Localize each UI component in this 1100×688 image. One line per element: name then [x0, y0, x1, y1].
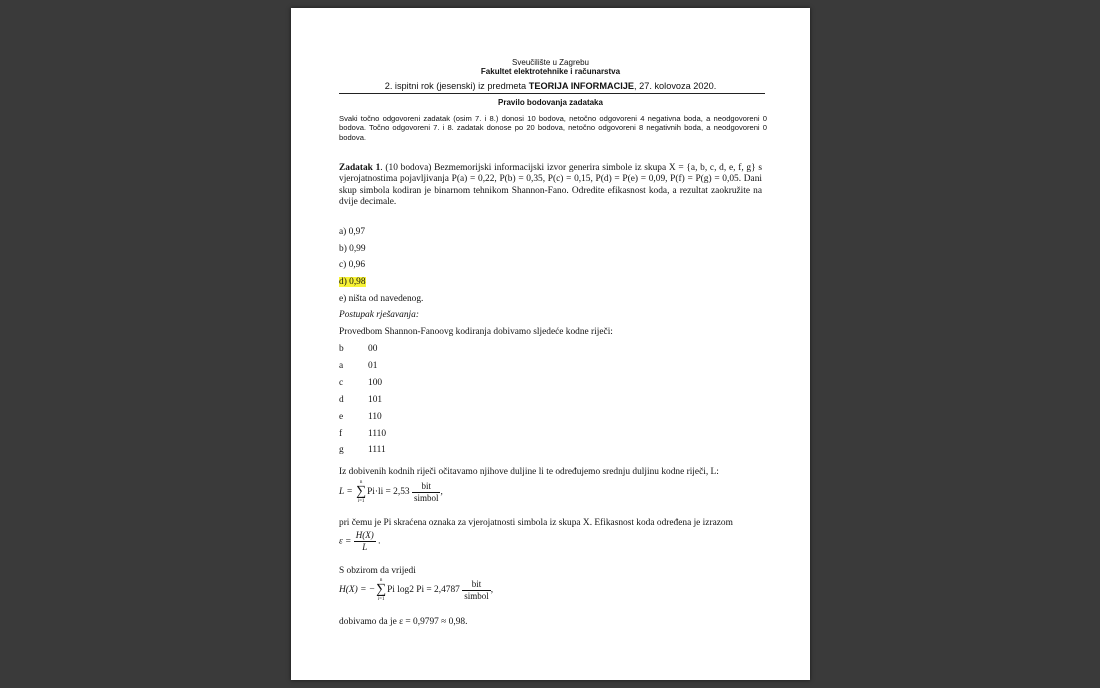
task-points: . (10 bodova) — [380, 163, 435, 173]
code-word: 00 — [368, 344, 378, 354]
sum-lower-limit: i=1 — [377, 597, 385, 602]
solution-intro: Provedbom Shannon-Fanoovg kodiranja dobivamo sljedeće kodne riječi: — [339, 327, 613, 337]
frac-num: H(X) — [355, 530, 374, 540]
code-symbol: g — [339, 445, 344, 455]
frac-num: bit — [462, 579, 491, 591]
frac-num: bit — [412, 481, 441, 493]
unit-fraction — [462, 578, 494, 602]
header-divider — [339, 93, 765, 94]
eq-l-lhs: L = — [339, 487, 356, 498]
sum-upper-limit: n — [359, 480, 363, 485]
exam-date: , 27. kolovoza 2020. — [634, 81, 717, 91]
university-name: Sveučilište u Zagrebu — [512, 58, 589, 67]
frac-den: L — [362, 542, 368, 552]
rules-text: Svaki točno odgovoreni zadatak (osim 7. i 8.) donosi 10 bodova, netočno odgovoreni 4 negativna boda, a neodgovoreni 0 bodova. Točno odgovoreni 7. i 8. zadatak donose po 20 bodova, netočno odgovoreni 8 negativnih boda, a neodgovoreni 0 bodova. — [339, 114, 767, 142]
code-word: 01 — [368, 361, 378, 371]
probability-text: pri čemu je Pi skraćena oznaka za vjerojatnosti simbola iz skupa X. Efikasnost koda određena je izrazom — [339, 518, 733, 528]
eq-eff-lhs: ε = — [339, 536, 354, 547]
exam-prefix: 2. ispitni rok (jesenski) iz predmeta — [384, 81, 529, 91]
option-e: e) ništa od navedenog. — [339, 294, 424, 304]
task-text: Bezmemorijski informacijski izvor generira simbole iz skupa X = {a, b, c, d, e, f, g} s vjerojatnostima pojavljivanja P(a) = 0,22, P(b) = 0,35, P(c) = 0,15, P(d) = P(e) = 0,09, P(f) = P(g) = 0,05. Dani skup simbola kodiran je binarnom tehnikom Shannon-Fano. Odredite efikasnost koda, a rezultat zaokružite na dvije decimale. — [339, 163, 762, 207]
equation-average-length — [339, 480, 443, 504]
eq-l-term: Pi·li = 2,53 — [367, 487, 410, 498]
equation-entropy — [339, 578, 493, 602]
eq-l-tail: , — [440, 487, 443, 498]
summation-icon: n ∑ i=1 — [376, 578, 387, 602]
since-text: S obzirom da vrijedi — [339, 566, 416, 576]
code-word: 100 — [368, 378, 383, 388]
eq-h-tail: , — [490, 585, 494, 596]
exam-title — [291, 81, 810, 91]
sum-lower-limit: i=1 — [357, 499, 365, 504]
course-name: TEORIJA INFORMACIJE — [528, 81, 635, 91]
summation-icon: n ∑ i=1 — [356, 480, 367, 504]
code-word: 101 — [368, 395, 383, 405]
code-word: 110 — [368, 412, 382, 422]
equation-efficiency — [339, 530, 380, 553]
correct-answer-highlight: d) 0,98 — [339, 277, 366, 287]
document-page — [291, 8, 810, 680]
option-a: a) 0,97 — [339, 227, 366, 237]
rules-title: Pravilo bodovanja zadataka — [498, 98, 603, 107]
option-d-correct — [339, 277, 366, 288]
code-symbol: b — [339, 344, 344, 354]
efficiency-fraction — [354, 530, 376, 553]
code-word: 1111 — [368, 445, 386, 455]
length-text: Iz dobivenih kodnih riječi očitavamo njihove duljine li te određujemo srednju duljinu kodne riječi, L: — [339, 467, 719, 477]
task-statement — [339, 163, 762, 208]
task-title: Zadatak 1 — [339, 163, 381, 173]
faculty-name: Fakultet elektrotehnike i računarstva — [480, 67, 621, 76]
sum-upper-limit: n — [379, 578, 383, 583]
eq-h-lhs: H(X) = − — [339, 585, 376, 596]
unit-fraction — [412, 481, 441, 504]
result-text: dobivamo da je ε = 0,9797 ≈ 0,98. — [339, 617, 468, 627]
code-word: 1110 — [368, 429, 387, 439]
eq-eff-tail: . — [378, 536, 381, 547]
code-symbol: f — [339, 429, 343, 439]
code-symbol: a — [339, 361, 344, 371]
option-c: c) 0,96 — [339, 260, 366, 270]
code-symbol: d — [339, 395, 344, 405]
code-symbol: e — [339, 412, 344, 422]
code-symbol: c — [339, 378, 344, 388]
frac-den: simbol — [413, 492, 439, 503]
frac-den: simbol — [464, 590, 489, 601]
eq-h-term: Pi log2 Pi = 2,4787 — [387, 585, 460, 596]
option-b: b) 0,99 — [339, 244, 366, 254]
solution-heading: Postupak rješavanja: — [339, 310, 419, 320]
